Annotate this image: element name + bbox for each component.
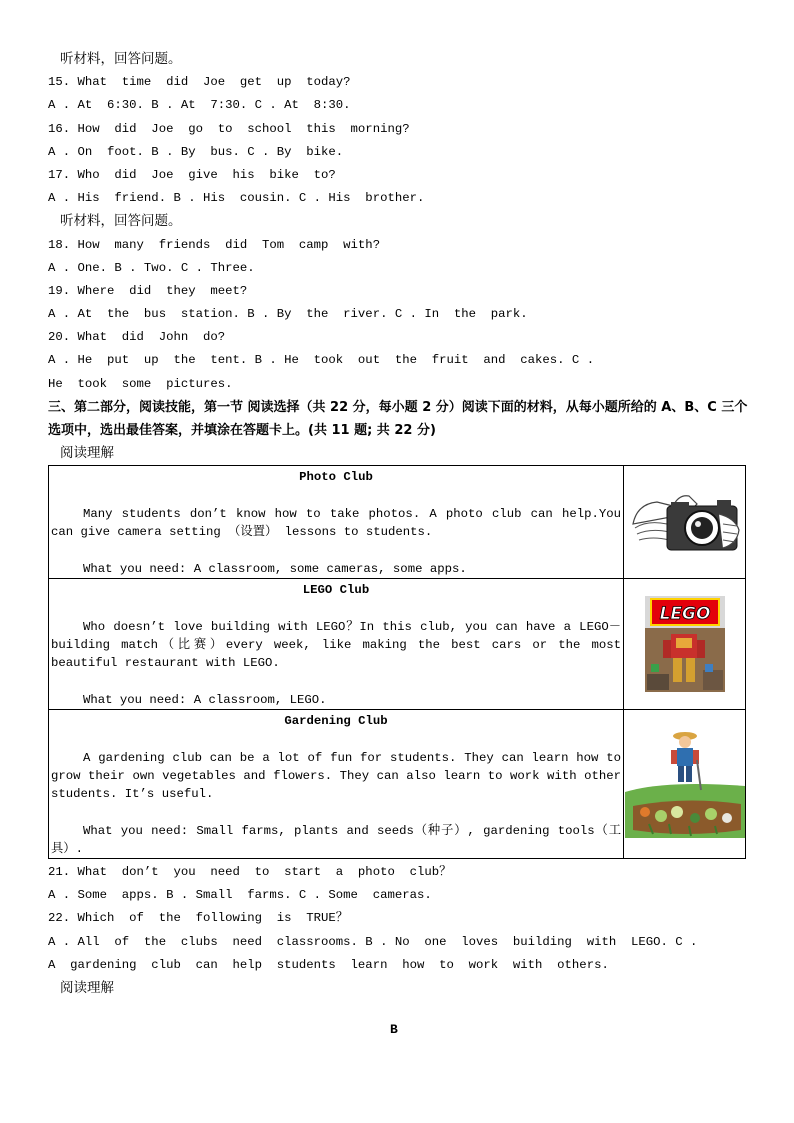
- club-description: A gardening club can be a lot of fun for students. They can learn how to grow their own vegetables and flowers. They can also learn to work with other students. It’s useful.: [51, 751, 621, 801]
- question-15-options: A . At 6:30. B . At 7:30. C . At 8:30.: [48, 98, 351, 113]
- question-19-options: A . At the bus station. B . By the river. C . In the park.: [48, 307, 528, 322]
- club-title: Gardening Club: [284, 714, 388, 728]
- question-22: 22. Which of the following is TRUE？: [48, 911, 349, 926]
- question-17: 17. Who did Joe give his bike to?: [48, 167, 336, 182]
- question-20-options-cont: He took some pictures.: [48, 376, 233, 391]
- lego-logo-text: LEGO: [659, 604, 710, 624]
- question-20-options: A . He put up the tent. B . He took out the fruit and cakes. C .: [48, 353, 595, 368]
- club-needs: What you need: A classroom, LEGO.: [83, 693, 327, 707]
- passage-label: B: [390, 1022, 398, 1037]
- reading-label-2: 阅读理解: [60, 979, 114, 996]
- gardener-picture: [624, 710, 746, 859]
- camera-hands-picture: [624, 466, 746, 579]
- question-17-options: A . His friend. B . His cousin. C . His brother.: [48, 191, 425, 206]
- club-needs: What you need: Small farms, plants and seeds（种子）, gardening tools（工具）.: [51, 824, 621, 856]
- club-row-photo: [49, 466, 746, 579]
- club-needs: What you need: A classroom, some cameras, some apps.: [83, 562, 467, 576]
- exam-page: [48, 48, 748, 1000]
- listening-instruction-2: 听材料，回答问题。: [60, 213, 182, 230]
- club-title: Photo Club: [299, 470, 373, 484]
- club-description: Who doesn’t love building with LEGO？In this club, you can have a LEGO－building match（比赛）every week, like making the best cars or the most beautiful restaurant with LEGO.: [51, 620, 621, 670]
- question-18: 18. How many friends did Tom camp with?: [48, 237, 381, 252]
- question-15: 15. What time did Joe get up today?: [48, 75, 351, 90]
- lego-box-picture: [624, 579, 746, 710]
- question-19: 19. Where did they meet?: [48, 283, 248, 298]
- question-21: 21. What don’t you need to start a photo club？: [48, 865, 452, 879]
- question-21-options: A . Some apps. B . Small farms. C . Some cameras.: [48, 888, 432, 903]
- section-3-heading: 三、第二部分，阅读技能，第一节 阅读选择（共 22 分，每小题 2 分）阅读下面的材料，从每小题所给的 A、B、C 三个选项中，选出最佳答案，并填涂在答题卡上。(共 11 题; 共 22 分): [48, 399, 748, 438]
- clubs-table: [48, 465, 746, 859]
- question-22-options-cont: A gardening club can help students learn how to work with others.: [48, 957, 609, 972]
- club-row-lego: [49, 579, 746, 710]
- question-16-options: A . On foot. B . By bus. C . By bike.: [48, 144, 344, 159]
- club-title: LEGO Club: [302, 583, 370, 597]
- listening-instruction-1: 听材料，回答问题。: [60, 51, 182, 67]
- question-22-options: A . All of the clubs need classrooms. B . No one loves building with LEGO. C .: [48, 934, 698, 949]
- question-20: 20. What did John do?: [48, 330, 226, 345]
- reading-label-1: 阅读理解: [60, 444, 114, 461]
- club-description: Many students don’t know how to take photos. A photo club can help.You can give camera setting （设置） lessons to students.: [51, 507, 621, 539]
- club-row-gardening: [49, 710, 746, 859]
- question-18-options: A . One. B . Two. C . Three.: [48, 260, 255, 275]
- question-16: 16. How did Joe go to school this morning?: [48, 121, 410, 136]
